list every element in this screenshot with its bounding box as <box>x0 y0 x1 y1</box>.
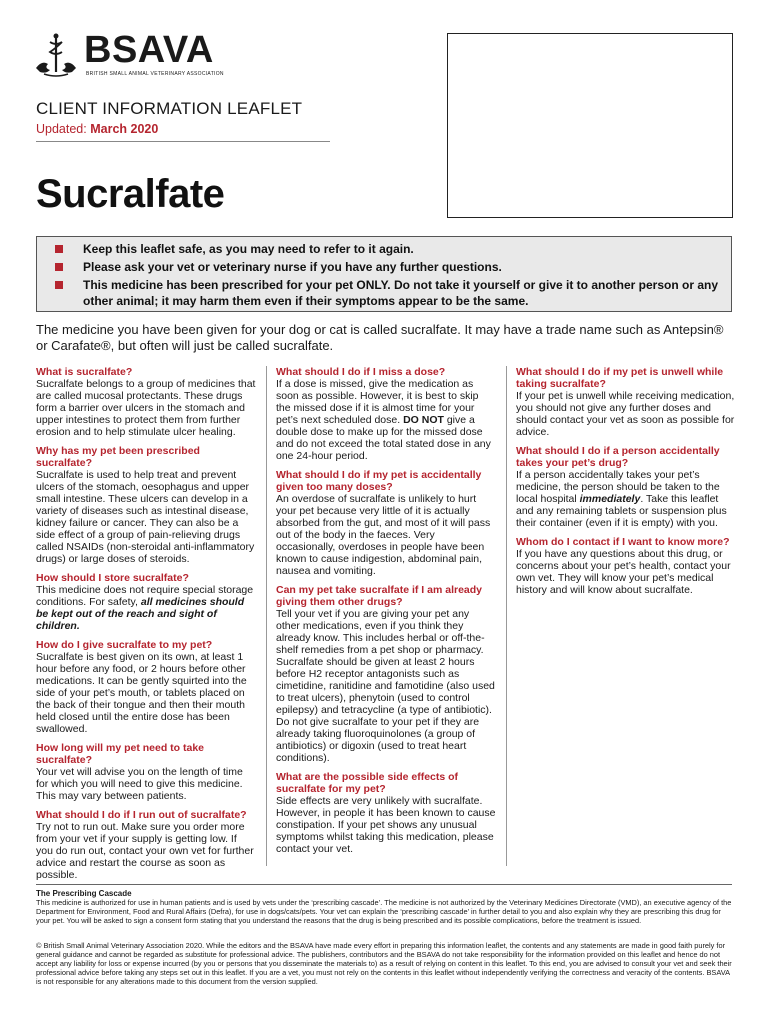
intro-paragraph: The medicine you have been given for your dog or cat is called sucralfate. It may have a trade name such as Antepsin® or Carafate®, but often will just be called sucralfate. <box>36 322 724 353</box>
warning-box <box>36 236 732 312</box>
answer-text: An overdose of sucralfate is unlikely to hurt your pet because very little of it is actually absorbed from the gut, and most of it will pass out of the body in the faeces. Very occasionally, overdoses in people have been known to cause indigestion, abdominal pain, nausea and vomiting. <box>276 493 491 577</box>
column-divider <box>506 366 507 866</box>
brand-name: BSAVA <box>84 29 214 71</box>
warning-item <box>53 259 731 275</box>
answer-text-part: give a double dose to make up for the missed dose and do not exceed the total stated dose in any one 24-hour period. <box>276 414 491 462</box>
answer-text: If you have any questions about this drug, or concerns about your pet’s health, contact your own vet. They will know your pet’s medical history and will know about sucralfate. <box>516 548 731 596</box>
answer-emphasis: all medicines should be kept out of the reach and sight of children. <box>36 596 245 632</box>
warning-text: Please ask your vet or veterinary nurse if you have any further questions. <box>83 260 502 274</box>
answer-text: Sucralfate belongs to a group of medicines that are called mucosal protectants. These drugs form a barrier over ulcers in the stomach and upper intestines to protect them from further erosion and to help stimulate ulcer healing. <box>36 378 256 438</box>
updated-label: Updated: <box>36 122 87 136</box>
question-heading: How do I give sucralfate to my pet? <box>36 639 213 651</box>
question-heading: Why has my pet been prescribed sucralfate? <box>36 445 200 469</box>
updated-date: March 2020 <box>90 122 159 136</box>
answer-text-part: If a dose is missed, give the medication as soon as possible. However, it is best to skip the missed dose if it is almost time for your pet’s next scheduled dose. <box>276 378 479 426</box>
warning-item <box>53 277 731 309</box>
answer-text: Your vet will advise you on the length of time for which you will need to give this medicine. This may vary between patients. <box>36 766 243 802</box>
answer-text-part: This medicine does not require special storage conditions. For safety, <box>36 584 254 608</box>
question-heading: What should I do if a person accidentally takes your pet’s drug? <box>516 445 720 469</box>
copyright-text: © British Small Animal Veterinary Association 2020. While the editors and the BSAVA have made every effort in preparing this information leaflet, the contents and any statements are made in good faith purely for general guidance and cannot be regarded as substitute for professional advice. The publishers, contributors and the BSAVA do not take responsibility for the information provided on this leaflet and hence do not accept any liability for loss or expense incurred (by you or persons that you disseminate the materials to) as a result of relying on content in this leaflet. To this end, you are advised to consult your vet and seek their professional advice before taking any steps set out in this leaflet. If you are a vet, you must not rely on the contents in this leaflet without independently verifying the correctness and veracity of the contents. BSAVA is not responsible for any alterations made to this document from the version supplied. <box>36 941 732 986</box>
updated-line <box>36 122 158 136</box>
question-heading: How should I store sucralfate? <box>36 572 189 584</box>
drug-title: Sucralfate <box>36 172 225 216</box>
answer-text: Side effects are very unlikely with sucralfate. However, in people it has been known to cause constipation. If your pet shows any unusual symptoms whilst taking this medication, please contact your vet. <box>276 795 496 855</box>
column-1 <box>36 366 256 881</box>
question-heading: Can my pet take sucralfate if I am already giving them other drugs? <box>276 584 483 608</box>
question-heading: What are the possible side effects of sucralfate for my pet? <box>276 771 459 795</box>
answer-text-part: . Take this leaflet and any remaining tablets or suspension plus their container (even if it is empty) with you. <box>516 493 727 529</box>
answer-text: Sucralfate is used to help treat and prevent ulcers of the stomach, oesophagus and upper small intestine. These ulcers can develop in a variety of diseases such as intestinal disease, kidney failure or cancer. They can also be a side effect of a group of pain-relieving drugs called NSAIDs (non-steroidal anti-inflammatory drugs) or large doses of steroids. <box>36 469 255 565</box>
square-bullet-icon <box>55 263 63 271</box>
square-bullet-icon <box>55 281 63 289</box>
answer-emphasis: immediately <box>579 493 641 505</box>
warning-text: This medicine has been prescribed for your pet ONLY. Do not take it yourself or give it to another person or any other animal; it may harm them even if their symptoms appear to be the same. <box>83 278 719 308</box>
answer-text: Tell your vet if you are giving your pet any other medications, even if you think they already know. This includes herbal or off-the-shelf remedies from a pet shop or pharmacy. Sucralfate should be given at least 2 hours before H2 receptor antagonists such as cimetidine, ranitidine and famotidine (also used to treat ulcers), phenytoin (used to control epilepsy) and tetracycline (a type of antibiotic). Do not give sucralfate to your pet if they are already taking fluoroquinolones (a group of antibiotics) or digoxin (used to treat heart conditions). <box>276 608 495 764</box>
square-bullet-icon <box>55 245 63 253</box>
warning-text: Keep this leaflet safe, as you may need to refer to it again. <box>83 242 414 256</box>
footer-divider <box>36 884 732 885</box>
cascade-text: This medicine is authorized for use in human patients and is used by vets under the ‘prescribing cascade’. The medicine is not authorized by the Veterinary Medicines Directorate (VMD), an executive agency of the Department for Environment, Food and Rural Affairs (Defra), for use in dogs/cats/pets. Your vet can explain the ‘prescribing cascade’ in further detail to you and also explain why they are prescribing this drug for your pet. You will be asked to sign a consent form stating that you understand the reasons that the drug is being prescribed and its possible complications, before the treatment is issued. <box>36 898 732 925</box>
question-heading: Whom do I contact if I want to know more? <box>516 536 730 548</box>
answer-bold: DO NOT <box>403 414 444 426</box>
caduceus-icon <box>34 32 78 78</box>
question-heading: What is sucralfate? <box>36 366 133 378</box>
question-heading: What should I do if my pet is unwell while taking sucralfate? <box>516 366 724 390</box>
answer-text <box>516 469 736 529</box>
divider <box>36 141 330 142</box>
question-heading: What should I do if I miss a dose? <box>276 366 446 378</box>
column-3 <box>516 366 736 596</box>
prescription-label-box <box>447 33 733 218</box>
question-heading: What should I do if my pet is accidentally given too many doses? <box>276 469 482 493</box>
brand-subtitle: BRITISH SMALL ANIMAL VETERINARY ASSOCIATION <box>86 71 224 77</box>
column-2 <box>276 366 496 855</box>
answer-text: Try not to run out. Make sure you order more from your vet if your supply is getting low. If you do run out, contact your own vet for further advice and restart the course as soon as possible. <box>36 821 254 881</box>
footer-title: The Prescribing Cascade <box>36 889 132 898</box>
answer-text <box>36 584 256 632</box>
column-divider <box>266 366 267 866</box>
bsava-logo <box>34 30 234 80</box>
answer-text <box>276 378 496 462</box>
answer-text-part: If a person accidentally takes your pet’s medicine, the person should be taken to the local hospital <box>516 469 720 505</box>
question-heading: What should I do if I run out of sucralfate? <box>36 809 247 821</box>
answer-text: If your pet is unwell while receiving medication, you should not give any further doses and should contact your vet as soon as possible for advice. <box>516 390 735 438</box>
answer-text: Sucralfate is best given on its own, at least 1 hour before any food, or 2 hours before other medications. It can be gently squirted into the side of your pet’s mouth, or tablets placed on the back of their tongue and then their mouth held closed until the entire dose has been swallowed. <box>36 651 247 735</box>
warning-item <box>53 241 731 257</box>
question-heading: How long will my pet need to take sucralfate? <box>36 742 205 766</box>
leaflet-title: CLIENT INFORMATION LEAFLET <box>36 99 303 118</box>
